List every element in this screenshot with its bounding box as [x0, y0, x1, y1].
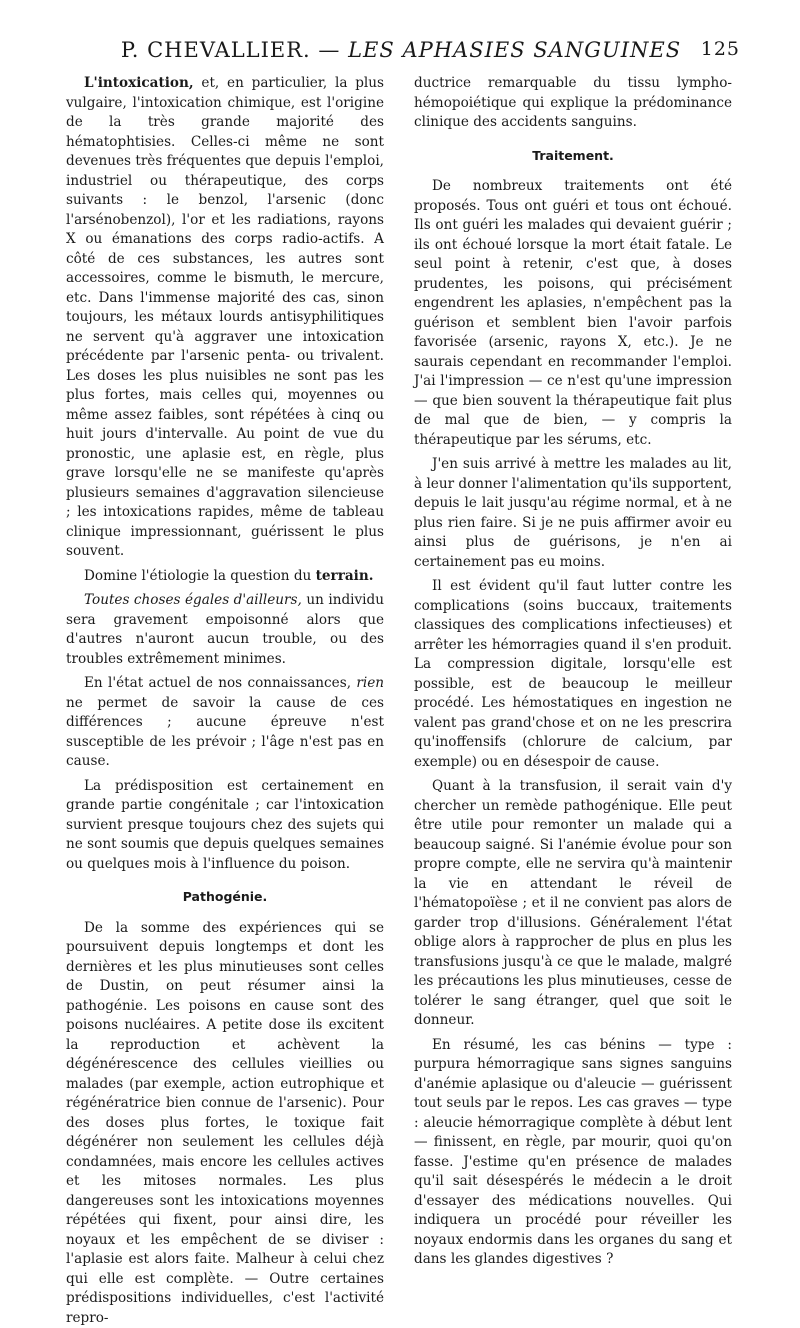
paragraph-resume: En résumé, les cas bénins — type : purpura hémorragique sans signes sanguins d'anémie aplasique ou d'aleucie — guérissent tout seuls par le repos. Les cas graves — type : aleucie hémorragique complète à début lent — finissent, en règle, par mourir, quoi qu'on fasse. J'estime qu'en présence de malades qu'il sait désespérés le médecin a le droit d'essayer des médications nouvelles. Qui indiquera un procédé pour réveiller les noyaux endormis dans les organes du sang et dans les glandes digestives ? [414, 1036, 732, 1270]
left-column [66, 74, 384, 1328]
paragraph-malades-au-lit: J'en suis arrivé à mettre les malades au lit, à leur donner l'alimentation qu'ils supportent, depuis le lait jusqu'au régime normal, et à ne plus rien faire. Si je ne puis affirmer avoir eu ainsi plus de guérisons, je n'en ai certainement pas eu moins. [414, 455, 732, 572]
right-column [414, 74, 732, 1270]
running-head-title: LES APHASIES SANGUINES [348, 38, 681, 62]
paragraph-pathogenie: De la somme des expériences qui se poursuivent depuis longtemps et dont les dernières et les plus minutieuses sont celles de Dustin, on peut résumer ainsi la pathogénie. Les poisons en cause sont des poisons nucléaires. A petite dose ils excitent la reproduction et achèvent la dégénérescence des cellules vieillies ou malades (par exemple, action eutrophique et régénératrice bien connue de l'arsenic). Pour des doses plus fortes, le toxique fait dégénérer non seulement les cellules déjà condamnées, mais encore les cellules actives et les mitoses normales. Les plus dangereuses sont les intoxications moyennes répétées qui fixent, pour ainsi dire, les noyaux et les empêchent de se diviser : l'aplasie est alors faite. Malheur à celui chez qui elle est complète. — Outre certaines prédispositions individuelles, c'est l'activité repro- [66, 919, 384, 1328]
italic-word: rien [356, 675, 384, 691]
paragraph-continuation: ductrice remarquable du tissu lympho-hémopoiétique qui explique la prédominance clinique des accidents sanguins. [414, 74, 732, 133]
paragraph-predisposition: La prédisposition est certainement en grande partie congénitale ; car l'intoxication survient presque toujours chez des sujets qui ne sont soumis que depuis quelques semaines ou quelques mois à l'influence du poison. [66, 777, 384, 875]
lead-term: L'intoxication, [84, 75, 194, 91]
paragraph-complications: Il est évident qu'il faut lutter contre les complications (soins buccaux, traitements classiques des complications infectieuses) et arrêter les hémorragies quand il s'en produit. La compression digitale, lorsqu'elle est possible, est de beaucoup le meilleur procédé. Les hémostatiques en ingestion ne valent pas grand'chose et on ne les prescrira qu'inoffensifs (chlorure de calcium, par exemple) ou en désespoir de cause. [414, 577, 732, 772]
paragraph-toutes-choses: Toutes choses égales d'ailleurs, un individu sera gravement empoisonné alors que d'autres n'auront aucun trouble, ou des troubles extrêmement minimes. [66, 591, 384, 669]
paragraph-intoxication: L'intoxication, et, en particulier, la plus vulgaire, l'intoxication chimique, est l'origine de la très grande majorité des hématophtisies. Celles-ci même ne sont devenues très fréquentes que depuis l'emploi, industriel ou thérapeutique, des corps suivants : le benzol, l'arsenic (donc l'arsénobenzol), l'or et les radiations, rayons X ou émanations des corps radio-actifs. A côté de ces substances, les autres sont accessoires, comme le bismuth, le mercure, etc. Dans l'immense majorité des cas, sinon toujours, les métaux lourds antisyphilitiques ne servent qu'à aggraver une intoxication précédente par l'arsenic penta- ou trivalent. Les doses les plus nuisibles ne sont pas les plus fortes, mais celles qui, moyennes ou même assez faibles, sont répétées à cinq ou huit jours d'intervalle. Au point de vue du pronostic, une aplasie est, en règle, plus grave lorsqu'elle ne se manifeste qu'après plusieurs semaines d'aggravation silencieuse ; les intoxications rapides, même de tableau clinique impressionnant, guérissent le plus souvent. [66, 74, 384, 562]
running-head-dash: — [311, 38, 348, 62]
italic-phrase: Toutes choses égales d'ailleurs, [84, 592, 302, 608]
heading-pathogenie: Pathogénie. [66, 887, 384, 907]
paragraph-transfusion: Quant à la transfusion, il serait vain d'y chercher un remède pathogénique. Elle peut être utile pour remonter un malade qui a beaucoup saigné. Si l'anémie évolue pour son propre compte, elle ne servira qu'à maintenir la vie en attendant le réveil de l'hématopoïèse ; et il ne convient pas alors de garder trop d'illusions. Généralement l'état oblige alors à rapprocher de plus en plus les transfusions jusqu'à ce que le malade, malgré les précautions les plus minutieuses, cesse de tolérer le sang étranger, quel que soit le donneur. [414, 777, 732, 1031]
paragraph-traitements: De nombreux traitements ont été proposés. Tous ont guéri et tous ont échoué. Ils ont guéri les malades qui devaient guérir ; ils ont échoué lorsque la mort était fatale. Le seul point à retenir, c'est que, à doses prudentes, les poisons, qui précisément engendrent les aplasies, n'empêchent pas la guérison et semblent bien l'avoir parfois favorisée (arsenic, rayons X, etc.). Je ne saurais cependant en recommander l'emploi. J'ai l'impression — ce n'est qu'une impression — que bien souvent la thérapeutique fait plus de mal que de bien, — y compris la thérapeutique par les sérums, etc. [414, 177, 732, 450]
running-head-author: P. CHEVALLIER. [121, 38, 311, 62]
paragraph-etat-actuel: En l'état actuel de nos connaissances, rien ne permet de savoir la cause de ces différences ; aucune épreuve n'est susceptible de les prévoir ; l'âge n'est pas en cause. [66, 674, 384, 772]
running-head [62, 38, 740, 62]
heading-traitement: Traitement. [414, 146, 732, 166]
page-header [62, 38, 740, 70]
bold-term: terrain. [316, 568, 374, 584]
page-number: 125 [701, 38, 740, 60]
paragraph-terrain: Domine l'étiologie la question du terrain. [66, 567, 384, 587]
